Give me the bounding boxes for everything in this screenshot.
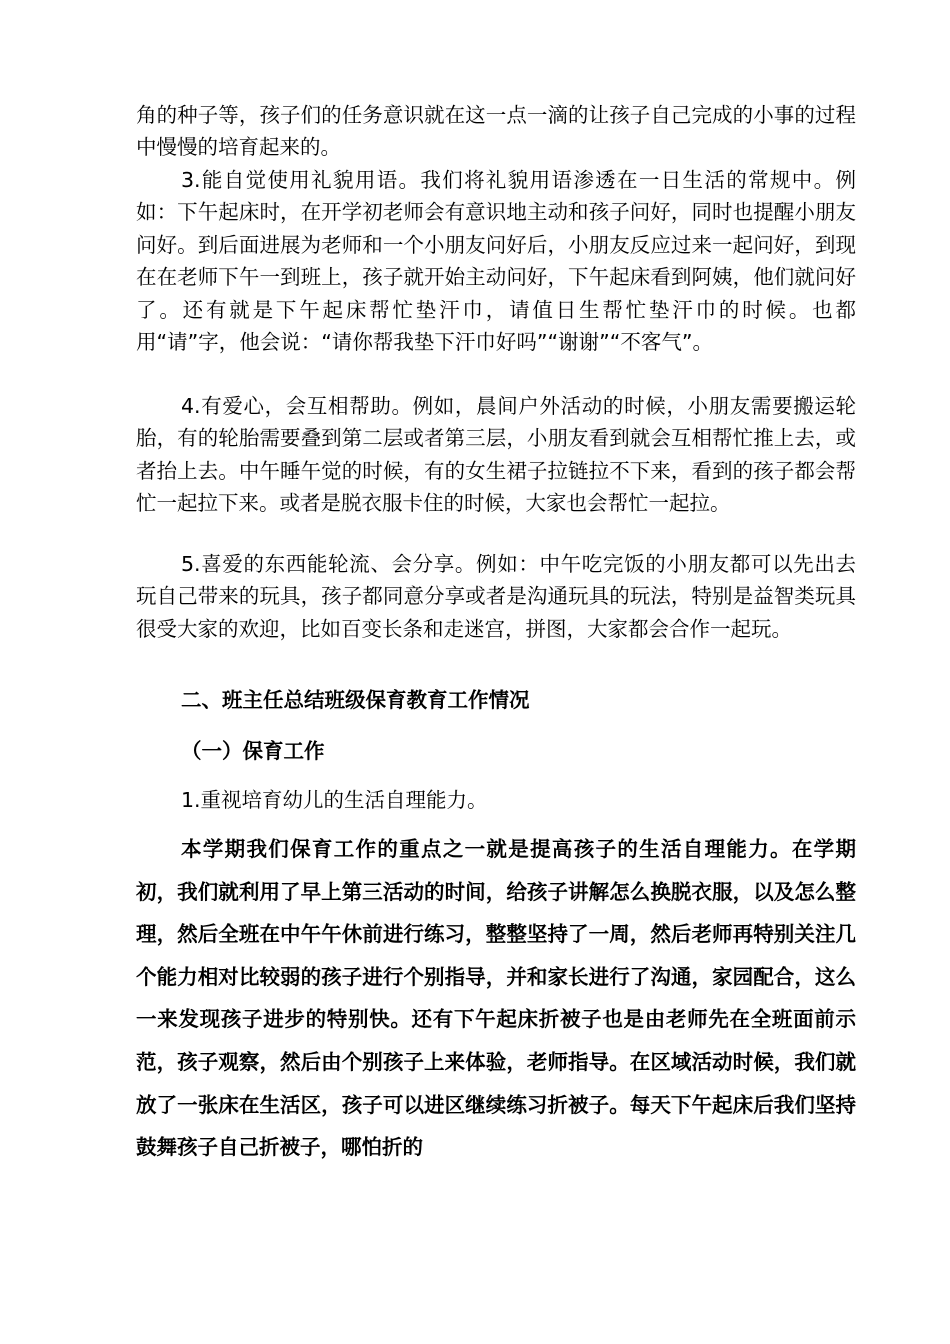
section-heading: 二、班主任总结班级保育教育工作情况 (181, 688, 530, 712)
paragraph-item-4: 4.有爱心，会互相帮助。例如，晨间户外活动的时候，小朋友需要搬运轮胎，有的轮胎需要叠到第二层或者第三层，小朋友看到就会互相帮忙推上去，或者抬上去。中午睡午觉的时候，有的女生裙子拉链拉不下来，看到的孩子都会帮忙一起拉下来。或者是脱衣服卡住的时候，大家也会帮忙一起拉。 (136, 394, 856, 516)
paragraph-item-3: 3.能自觉使用礼貌用语。我们将礼貌用语渗透在一日生活的常规中。例如：下午起床时，在开学初老师会有意识地主动和孩子问好，同时也提醒小朋友问好。到后面进展为老师和一个小朋友问好后，小朋友反应过来一起问好，到现在在老师下午一到班上，孩子就开始主动问好，下午起床看到阿姨，他们就问好了。还有就是下午起床帮忙垫汗巾，请值日生帮忙垫汗巾的时候。也都用“请”字，他会说：“请你帮我垫下汗巾好吗”“谢谢”“不客气”。 (136, 168, 856, 355)
paragraph-continued: 角的种子等，孩子们的任务意识就在这一点一滴的让孩子自己完成的小事的过程中慢慢的培育起来的。 (136, 103, 856, 160)
paragraph-item-5: 5.喜爱的东西能轮流、会分享。例如：中午吃完饭的小朋友都可以先出去玩自己带来的玩具，孩子都同意分享或者是沟通玩具的玩法，特别是益智类玩具很受大家的欢迎，比如百变长条和走迷宫，拼图，大家都会合作一起玩。 (136, 552, 856, 641)
sub-heading: （一）保育工作 (181, 739, 325, 763)
list-item-1: 1.重视培育幼儿的生活自理能力。 (181, 788, 488, 812)
bold-paragraph: 本学期我们保育工作的重点之一就是提高孩子的生活自理能力。在学期初，我们就利用了早上第三活动的时间，给孩子讲解怎么换脱衣服，以及怎么整理，然后全班在中午午休前进行练习，整整坚持了一周，然后老师再特别关注几个能力相对比较弱的孩子进行个别指导，并和家长进行了沟通，家园配合，这么一来发现孩子进步的特别快。还有下午起床折被子也是由老师先在全班面前示范，孩子观察，然后由个别孩子上来体验，老师指导。在区域活动时候，我们就放了一张床在生活区，孩子可以进区继续练习折被子。每天下午起床后我们坚持鼓舞孩子自己折被子，哪怕折的 (136, 837, 856, 1160)
